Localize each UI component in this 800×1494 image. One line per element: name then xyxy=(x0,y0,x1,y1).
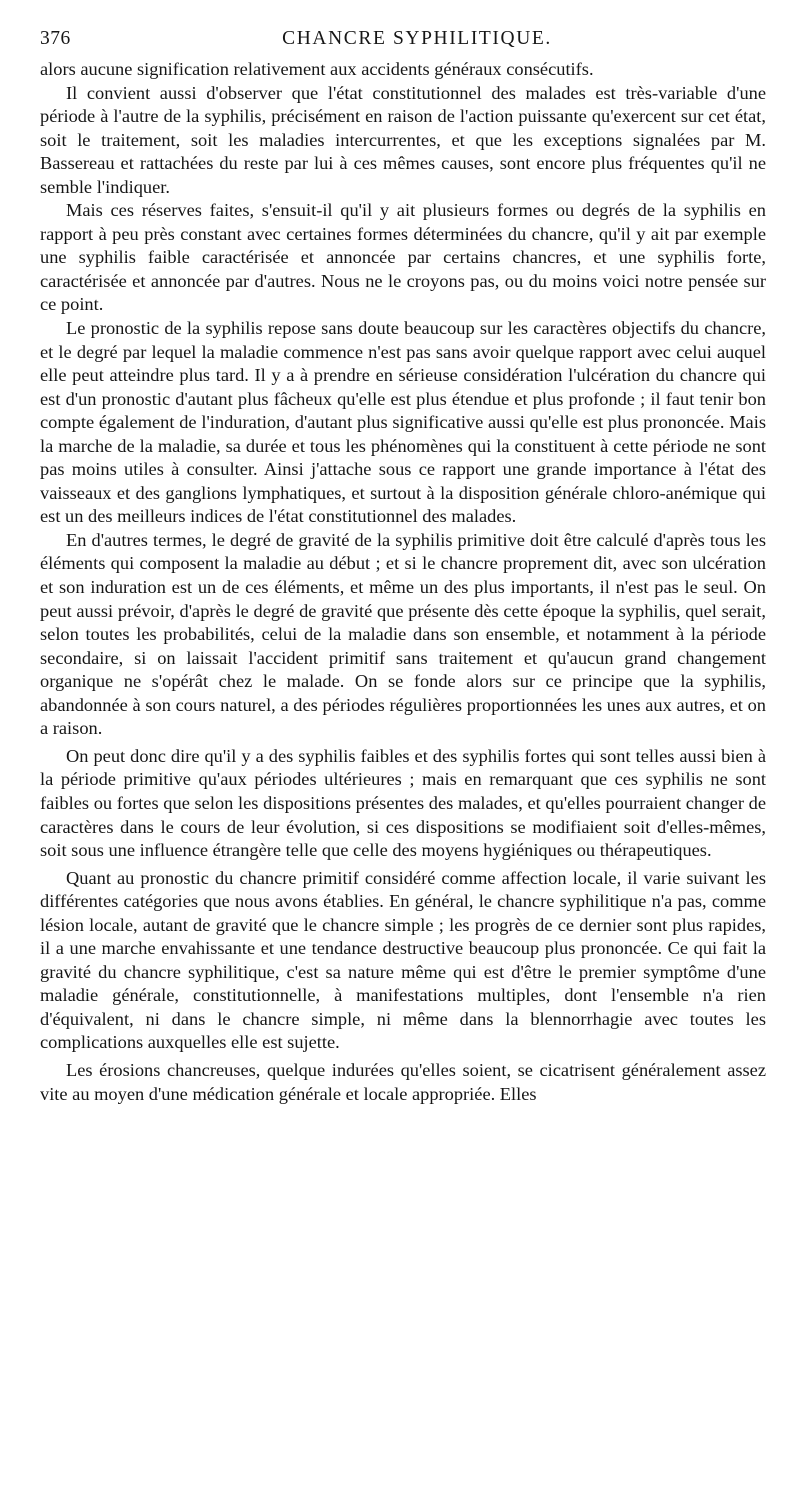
paragraph-4: Le pronostic de la syphilis repose sans doute beaucoup sur les caractères objectifs du chancre, et le degré par lequel la maladie commence n'est pas sans avoir quelque rapport avec celui auquel elle peut atteindre plus tard. Il y a à prendre en sérieuse considération l'ulcération du chancre qui est d'un pronostic d'autant plus fâcheux qu'elle est plus étendue et plus profonde ; il faut tenir bon compte également de l'induration, d'autant plus significative aussi qu'elle est plus prononcée. Mais la marche de la maladie, sa durée et tous les phénomènes qui la constituent à cette période ne sont pas moins utiles à consulter. Ainsi j'attache sous ce rapport une grande importance à l'état des vaisseaux et des ganglions lymphatiques, et surtout à la disposition générale chloro-anémique qui est un des meilleurs indices de l'état constitutionnel des malades. xyxy=(40,318,766,527)
paragraph-1: alors aucune signification relativement aux accidents généraux consécutifs. xyxy=(40,59,594,79)
running-title: CHANCRE SYPHILITIQUE. xyxy=(282,28,552,49)
paragraph-2: Il convient aussi d'observer que l'état constitutionnel des malades est très-variable d'une période à l'autre de la syphilis, précisément en raison de l'action puissante qu'exercent sur cet état, soit le traitement, soit les maladies intercurrentes, et que les exceptions signalées par M. Bassereau et rattachées du reste par lui à ces mêmes causes, sont encore plus fréquentes qu'il ne semble l'indiquer. xyxy=(40,82,766,197)
document-page xyxy=(40,24,766,1106)
paragraph-6: On peut donc dire qu'il y a des syphilis faibles et des syphilis fortes qui sont telles aussi bien à la période primitive qu'aux périodes ultérieures ; mais en remarquant que ces syphilis ne sont faibles ou fortes que selon les dispositions présentes des malades, et qu'elles pourraient changer de caractères dans le cours de leur évolution, si ces dispositions se modifiaient soit d'elles-mêmes, soit sous une influence étrangère telle que celle des moyens hygiéniques ou thérapeutiques. xyxy=(40,745,766,861)
paragraph-3: Mais ces réserves faites, s'ensuit-il qu'il y ait plusieurs formes ou degrés de la syphilis en rapport à peu près constant avec certaines formes déterminées du chancre, qu'il y ait par exemple une syphilis faible caractérisée et annoncée par certains chancres, et une syphilis forte, caractérisée et annoncée par d'autres. Nous ne le croyons pas, ou du moins voici notre pensée sur ce point. xyxy=(40,200,766,315)
page-number: 376 xyxy=(40,28,71,49)
body-text xyxy=(40,58,766,1106)
paragraph-8: Les érosions chancreuses, quelque indurées qu'elles soient, se cicatrisent généralement assez vite au moyen d'une médication générale et locale appropriée. Elles xyxy=(40,1059,766,1104)
paragraph-7: Quant au pronostic du chancre primitif considéré comme affection locale, il varie suivant les différentes catégories que nous avons établies. En général, le chancre syphilitique n'a pas, comme lésion locale, autant de gravité que le chancre simple ; les progrès de ce dernier sont plus rapides, il a une marche envahissante et une tendance destructive beaucoup plus prononcée. Ce qui fait la gravité du chancre syphilitique, c'est sa nature même qui est d'être le premier symptôme d'une maladie générale, constitutionnelle, à manifestations multiples, dont l'ensemble n'a rien d'équivalent, ni dans le chancre simple, ni même dans la blennorrhagie avec toutes les complications auxquelles elle est sujette. xyxy=(40,867,766,1053)
page-header xyxy=(40,24,766,58)
paragraph-5: En d'autres termes, le degré de gravité de la syphilis primitive doit être calculé d'après tous les éléments qui composent la maladie au début ; et si le chancre proprement dit, avec son ulcération et son induration est un de ces éléments, et même un des plus importants, il n'est pas le seul. On peut aussi prévoir, d'après le degré de gravité que présente dès cette époque la syphilis, quel serait, selon toutes les probabilités, celui de la maladie dans son ensemble, et notamment à la période secondaire, si on laissait l'accident primitif sans traitement et qu'aucun grand changement organique ne s'opérât chez le malade. On se fonde alors sur ce principe que la syphilis, abandonnée à son cours naturel, a des périodes régulières proportionnées les unes aux autres, et on a raison. xyxy=(40,529,766,739)
